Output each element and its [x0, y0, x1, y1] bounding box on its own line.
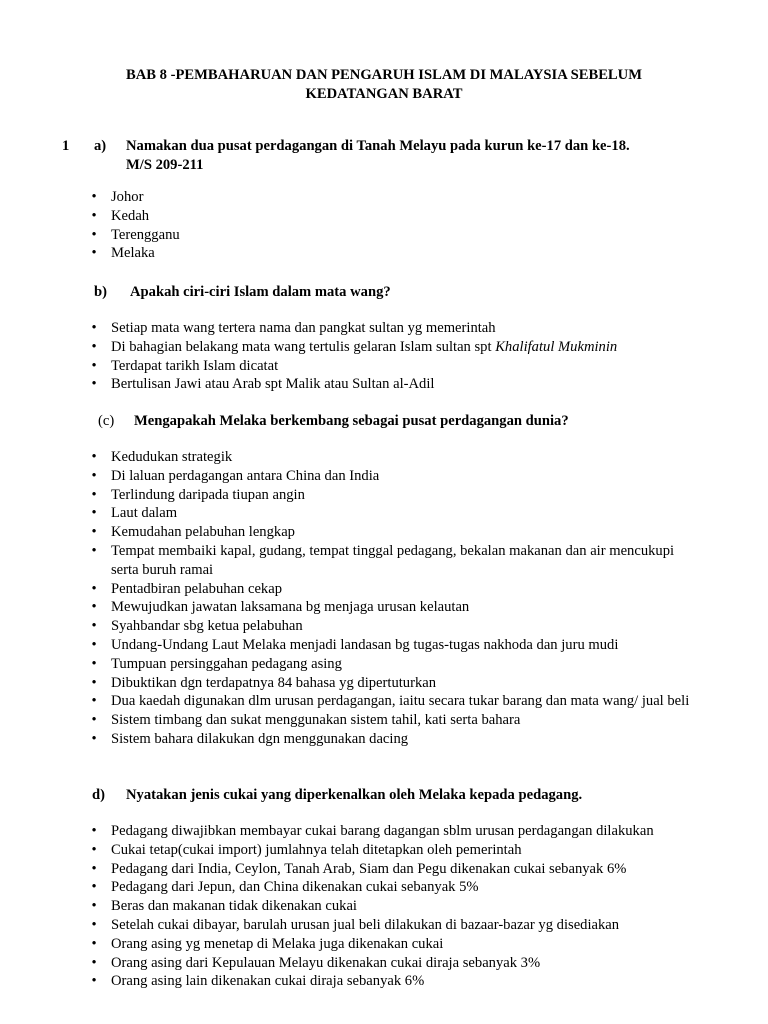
- list-item: [0, 226, 701, 245]
- list-item: [0, 375, 701, 394]
- list-item: [0, 504, 701, 523]
- question-c-heading: [0, 412, 768, 432]
- list-item: [0, 841, 701, 860]
- bullet-icon: •: [91, 712, 97, 729]
- list-item: [0, 188, 701, 207]
- bullet-icon: •: [91, 449, 97, 465]
- list-item: [0, 357, 701, 376]
- list-item-text: Pedagang dari Jepun, dan China dikenakan cukai sebanyak 5%: [111, 879, 479, 896]
- list-item-text: Syahbandar sbg ketua pelabuhan: [111, 618, 303, 635]
- list-item: [0, 207, 701, 226]
- bullet-icon: •: [91, 935, 97, 952]
- bullet-icon: •: [91, 226, 97, 243]
- list-item-text: Orang asing dari Kepulauan Melayu dikenakan cukai diraja sebanyak 3%: [111, 954, 541, 971]
- bullet-icon: •: [91, 376, 97, 393]
- list-item-text: Kedudukan strategik: [111, 449, 233, 465]
- bullet-icon: •: [91, 357, 97, 374]
- list-item: [0, 935, 701, 954]
- list-item-text: Kedah: [111, 207, 150, 224]
- list-item-text: Di bahagian belakang mata wang tertulis gelaran Islam sultan spt: [111, 338, 496, 355]
- list-item-text: Cukai tetap(cukai import) jumlahnya telah ditetapkan oleh pemerintah: [111, 841, 522, 858]
- list-item-text: Beras dan makanan tidak dikenakan cukai: [111, 898, 357, 915]
- bullet-icon: •: [91, 505, 97, 522]
- list-item-text: Terengganu: [111, 226, 180, 243]
- bullet-icon: •: [91, 879, 97, 896]
- list-item: [0, 674, 701, 693]
- bullet-icon: •: [91, 823, 97, 839]
- list-item-text: Dua kaedah digunakan dlm urusan perdagangan, iaitu secara tukar barang dan mata wang/ jual beli: [111, 693, 690, 710]
- list-item-text: Sistem timbang dan sukat menggunakan sistem tahil, kati serta bahara: [111, 712, 521, 729]
- list-item-text: Johor: [111, 189, 144, 205]
- list-item: [0, 636, 701, 655]
- list-item-text: Sistem bahara dilakukan dgn menggunakan dacing: [111, 730, 409, 747]
- list-item: [0, 617, 701, 636]
- bullet-icon: •: [91, 189, 97, 205]
- list-item: [0, 244, 701, 263]
- list-item-text: Bertulisan Jawi atau Arab spt Malik atau Sultan al-Adil: [111, 376, 435, 393]
- answer-list-a: [0, 188, 701, 263]
- list-item: [0, 486, 701, 505]
- bullet-icon: •: [91, 245, 97, 262]
- list-item: [0, 523, 701, 542]
- list-item-text: Pentadbiran pelabuhan cekap: [111, 580, 282, 597]
- bullet-icon: •: [91, 467, 97, 484]
- question-a-text: [126, 137, 716, 175]
- title-line-1: BAB 8 -PEMBAHARUAN DAN PENGARUH ISLAM DI MALAYSIA SEBELUM: [126, 67, 642, 83]
- list-item-text: Orang asing yg menetap di Melaka juga dikenakan cukai: [111, 935, 444, 952]
- question-b-text: Apakah ciri-ciri Islam dalam mata wang?: [130, 284, 391, 300]
- list-item: [0, 542, 701, 580]
- list-item: [0, 822, 701, 841]
- answer-list-b: [0, 319, 701, 394]
- list-item: [0, 897, 701, 916]
- list-item: [0, 655, 701, 674]
- bullet-icon: •: [91, 599, 97, 616]
- bullet-icon: •: [91, 841, 97, 858]
- title-line-2: KEDATANGAN BARAT: [305, 86, 463, 102]
- bullet-icon: •: [91, 860, 97, 877]
- bullet-icon: •: [91, 580, 97, 597]
- bullet-icon: •: [91, 338, 97, 355]
- question-d-label: d): [92, 787, 105, 803]
- list-item: [0, 730, 701, 749]
- bullet-icon: •: [91, 320, 97, 336]
- question-c-text: Mengapakah Melaka berkembang sebagai pusat perdagangan dunia?: [134, 413, 569, 429]
- list-item-text: Setelah cukai dibayar, barulah urusan jual beli dilakukan di bazaar-bazar yg disediakan: [111, 916, 620, 933]
- bullet-icon: •: [91, 655, 97, 672]
- list-item-text: Tempat membaiki kapal, gudang, tempat tinggal pedagang, bekalan makanan dan air mencukupi serta buruh ramai: [111, 542, 675, 578]
- question-number: 1: [62, 138, 70, 154]
- list-item: [0, 954, 701, 973]
- bullet-icon: •: [91, 618, 97, 635]
- list-item: [0, 598, 701, 617]
- list-item: [0, 467, 701, 486]
- question-a-text-line-2: M/S 209-211: [126, 157, 204, 173]
- bullet-icon: •: [91, 207, 97, 224]
- list-item: [0, 580, 701, 599]
- question-b-heading: [0, 283, 768, 303]
- list-item: [0, 319, 701, 338]
- page-title: [60, 66, 708, 104]
- list-item-text: Tumpuan persinggahan pedagang asing: [111, 655, 342, 672]
- list-item: [0, 448, 701, 467]
- question-b-label: b): [94, 284, 107, 300]
- list-item: [0, 878, 701, 897]
- bullet-icon: •: [91, 674, 97, 691]
- question-d-text: Nyatakan jenis cukai yang diperkenalkan oleh Melaka kepada pedagang.: [126, 787, 583, 803]
- bullet-icon: •: [91, 898, 97, 915]
- bullet-icon: •: [91, 730, 97, 747]
- bullet-icon: •: [91, 542, 97, 559]
- list-item-text: Laut dalam: [111, 505, 178, 522]
- list-item-text: Kemudahan pelabuhan lengkap: [111, 524, 295, 541]
- question-a-heading: [0, 137, 768, 177]
- list-item-text: Terlindung daripada tiupan angin: [111, 486, 305, 503]
- list-item-text: Terdapat tarikh Islam dicatat: [111, 357, 279, 374]
- list-item: [0, 338, 701, 357]
- list-item: [0, 860, 701, 879]
- question-a-label: a): [94, 138, 107, 154]
- list-item-text: Di laluan perdagangan antara China dan India: [111, 467, 380, 484]
- bullet-icon: •: [91, 954, 97, 971]
- list-item: [0, 972, 701, 991]
- list-item-text: Orang asing lain dikenakan cukai diraja sebanyak 6%: [111, 973, 425, 990]
- bullet-icon: •: [91, 486, 97, 503]
- question-a-text-line-1: Namakan dua pusat perdagangan di Tanah Melayu pada kurun ke-17 dan ke-18.: [126, 138, 630, 154]
- list-item-text: Melaka: [111, 245, 155, 262]
- list-item: [0, 692, 701, 711]
- bullet-icon: •: [91, 636, 97, 653]
- list-item: [0, 916, 701, 935]
- list-item-text: Dibuktikan dgn terdapatnya 84 bahasa yg dipertuturkan: [111, 674, 437, 691]
- italic-term: Khalifatul Mukminin: [495, 338, 618, 355]
- bullet-icon: •: [91, 693, 97, 710]
- bullet-icon: •: [91, 524, 97, 541]
- bullet-icon: •: [91, 973, 97, 990]
- list-item: [0, 711, 701, 730]
- list-item-text: Undang-Undang Laut Melaka menjadi landasan bg tugas-tugas nakhoda dan juru mudi: [111, 636, 619, 653]
- answer-list-d: [0, 822, 701, 991]
- list-item-text: Setiap mata wang tertera nama dan pangkat sultan yg memerintah: [111, 320, 496, 336]
- list-item-text: Pedagang diwajibkan membayar cukai barang dagangan sblm urusan perdagangan dilakukan: [111, 823, 654, 839]
- question-c-label: (c): [98, 413, 115, 429]
- answer-list-c: [0, 448, 701, 749]
- list-item-text: Pedagang dari India, Ceylon, Tanah Arab, Siam dan Pegu dikenakan cukai sebanyak 6%: [111, 860, 627, 877]
- bullet-icon: •: [91, 916, 97, 933]
- list-item-text: Mewujudkan jawatan laksamana bg menjaga urusan kelautan: [111, 599, 470, 616]
- question-d-heading: [0, 786, 768, 806]
